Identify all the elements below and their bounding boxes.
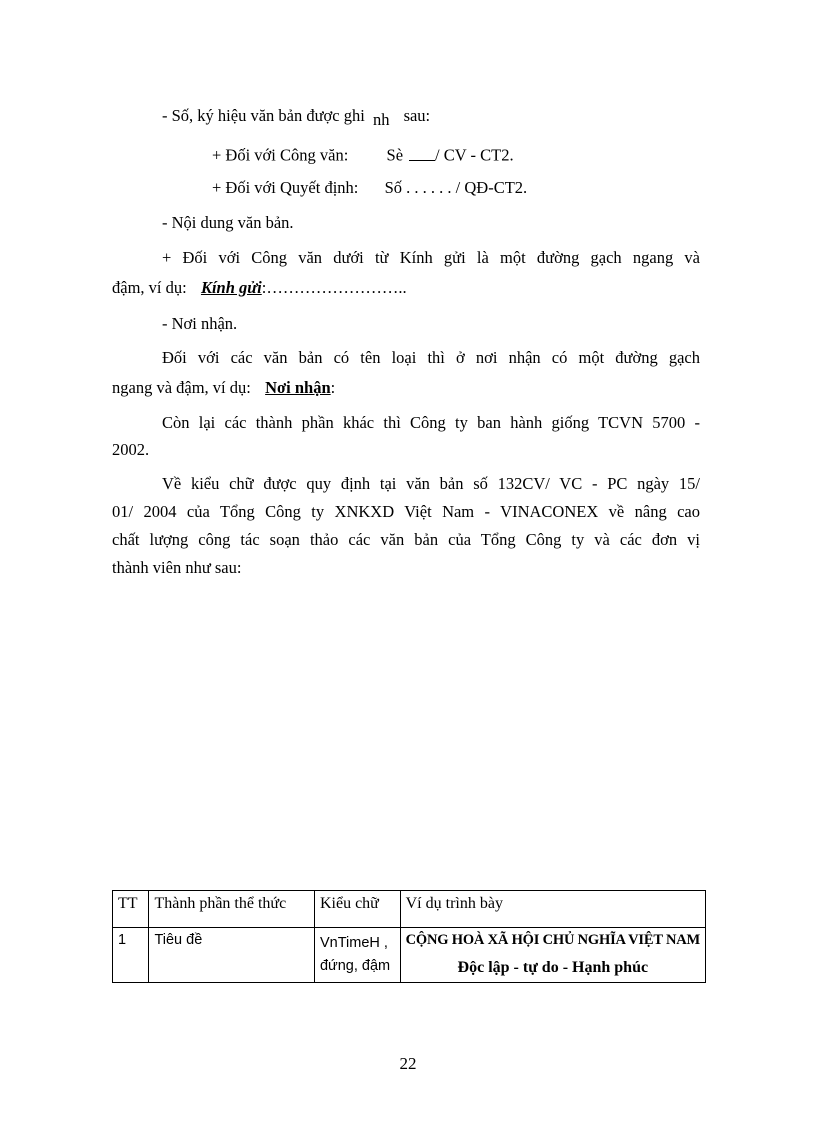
kinh-gui-example: Kính gửi	[200, 278, 262, 297]
cell-tt: 1	[113, 928, 149, 983]
paragraph-quyet-dinh	[212, 178, 527, 198]
text: :	[330, 378, 336, 397]
header-vi-du: Ví dụ trình bày	[400, 891, 705, 928]
paragraph-kinh-gui-line1: + Đối với Công văn dưới từ Kính gửi là một đường gạch ngang và	[162, 248, 700, 267]
paragraph-ten-loai-line2	[112, 378, 335, 398]
example-quoc-hieu: CỘNG HOÀ XÃ HỘI CHỦ NGHĨA VIỆT NAM	[405, 932, 700, 948]
paragraph-kieu-chu-line1: Về kiểu chữ được quy định tại văn bản số 132CV/ VC - PC ngày 15/	[162, 474, 700, 493]
paragraph-noi-dung: - Nội dung văn bản.	[162, 213, 294, 232]
text: Số . . . . . . / QĐ-CT2.	[384, 178, 528, 197]
table-header-row	[113, 891, 706, 928]
paragraph-ten-loai-line1: Đối với các văn bản có tên loại thì ở nơi nhận có một đường gạch	[162, 348, 700, 367]
paragraph-kieu-chu-line3: chất lượng công tác soạn thảo các văn bản của Tổng Công ty và các đơn vị	[112, 530, 700, 549]
cell-kieu-chu: VnTimeH , đứng, đậm	[314, 928, 400, 983]
paragraph-noi-nhan: - Nơi nhận.	[162, 314, 238, 333]
cell-thanh-phan: Tiêu đề	[149, 928, 315, 983]
paragraph-kinh-gui-line2	[112, 278, 407, 298]
text: ngang và đậm, ví dụ:	[112, 378, 251, 397]
text: - Số, ký hiệu văn bản được ghi	[162, 106, 365, 125]
paragraph-kieu-chu-line2: 01/ 2004 của Tổng Công ty XNKXD Việt Nam - VINACONEX về nâng cao	[112, 502, 700, 521]
cell-vi-du	[400, 928, 705, 983]
header-thanh-phan: Thành phần thể thức	[149, 891, 315, 928]
text-fragment: nh	[372, 110, 390, 129]
text: + Đối với Quyết định:	[212, 178, 359, 197]
table-row	[113, 928, 706, 983]
header-kieu-chu: Kiểu chữ	[314, 891, 400, 928]
paragraph-kieu-chu-line4: thành viên như sau:	[112, 558, 242, 577]
paragraph-so-ky-hieu	[162, 106, 431, 129]
paragraph-con-lai-line1: Còn lại các thành phần khác thì Công ty ban hành giống TCVN 5700 -	[162, 413, 700, 432]
paragraph-con-lai-line2: 2002.	[112, 440, 150, 459]
font-style-table	[112, 890, 706, 983]
blank-line	[409, 143, 435, 161]
example-tieu-ngu: Độc lập - tự do - Hạnh phúc	[457, 959, 649, 976]
header-tt: TT	[113, 891, 149, 928]
text: :……………………..	[261, 278, 407, 297]
noi-nhan-example: Nơi nhận	[265, 378, 331, 397]
page-number: 22	[399, 1054, 417, 1073]
text: Sè	[386, 145, 404, 165]
text: / CV - CT2.	[435, 145, 514, 165]
text: sau:	[403, 106, 431, 125]
text: đậm, ví dụ:	[112, 278, 187, 297]
paragraph-cong-van	[212, 143, 514, 165]
text: + Đối với Công văn:	[212, 145, 349, 165]
